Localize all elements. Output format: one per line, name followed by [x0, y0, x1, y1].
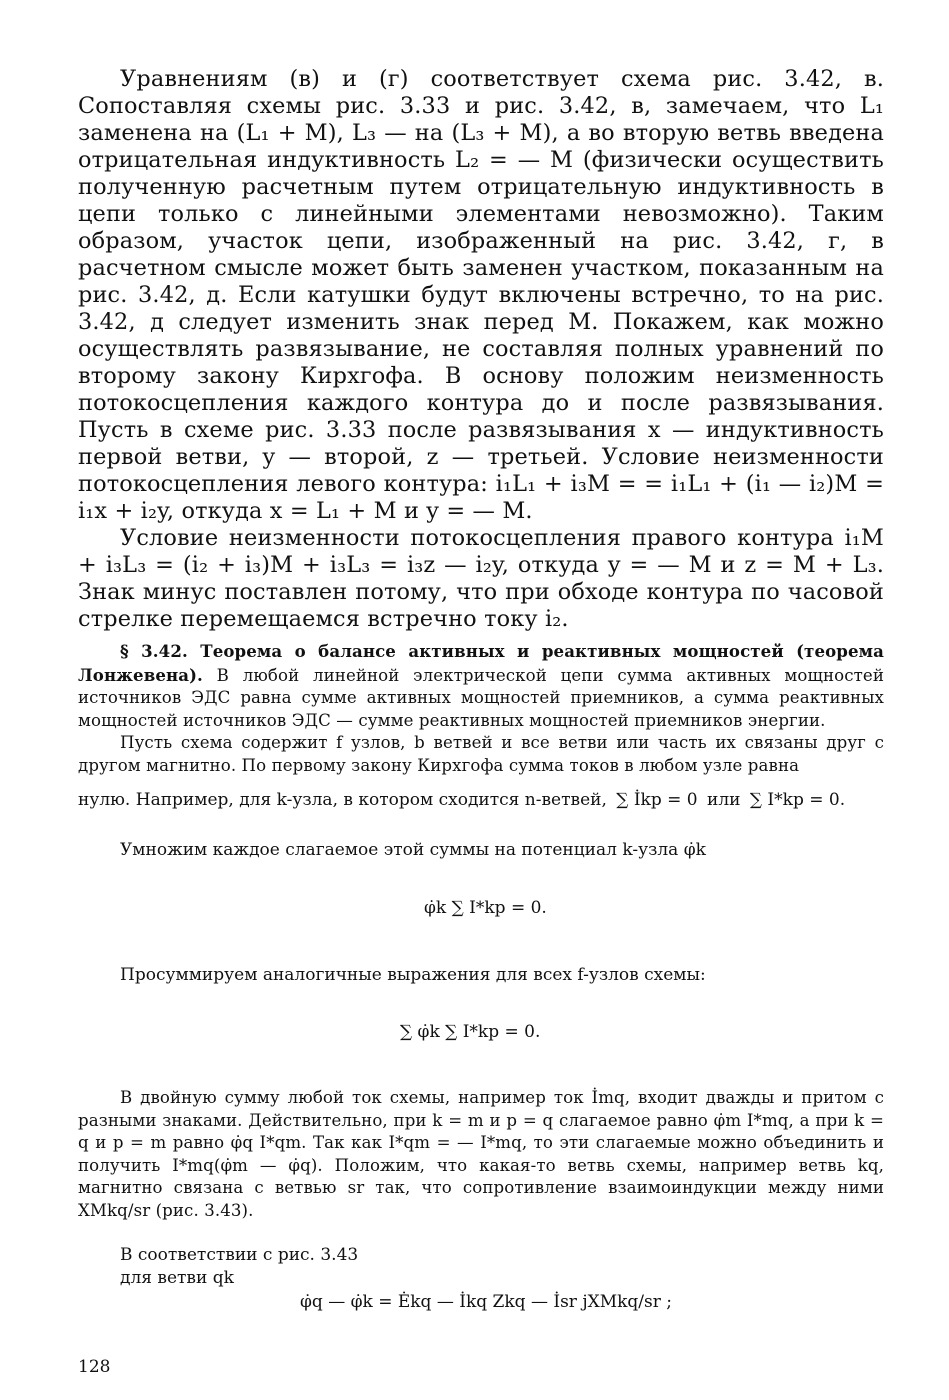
section-heading: § 3.42. Теорема о балансе активных и реактивных мощностей (теорема Лонжевена). — [78, 641, 884, 685]
paragraph-multiply: Умножим каждое слагаемое этой суммы на потенциал k-узла φ̇k — [120, 840, 706, 860]
accord-line — [120, 1245, 926, 1265]
section-intro-text: В любой линейной электрической цепи сумма активных мощностей источников ЭДС равна сумме активных мощностей приемников, а сумма реактивных мощностей источников ЭДС — сумме реактивных мощностей приемников энергии. — [78, 665, 885, 730]
paragraph-nodes-end: нулю. Например, для k-узла, в котором сходится n-ветвей, — [78, 790, 607, 810]
paragraph-sum-all: Просуммируем аналогичные выражения для всех f-узлов схемы: — [120, 965, 706, 985]
paragraph-double-sum: В двойную сумму любой ток схемы, например ток İmq, входит дважды и притом с разными знаками. Действительно, при k = m и p = q слагаемое равно φ̇m I*mq, а при k = q и p = m равно φ̇q I*qm. Так как I*qm = — I*mq, то эти слагаемые можно объединить и получить I*mq(φ̇m — φ̇q). Положим, что какая-то ветвь схемы, например ветвь kq, магнитно связана с ветвью sr так, что сопротивление взаимоиндукции между ними XMkq/sr (рис. 3.43). — [78, 1088, 884, 1220]
paragraph-branch: для ветви qk — [120, 1268, 234, 1288]
double-sum-paragraph-block — [78, 1087, 884, 1222]
equation-conj-sum: ∑ I*kp = 0. — [749, 790, 846, 810]
equation-branch: φ̇q — φ̇k = Ėkq — İkq Zkq — İsr jXMkq/sr ; — [300, 1292, 672, 1312]
main-text-large — [78, 66, 884, 633]
sum-all-line — [120, 965, 926, 985]
equation-phi-sum: φ̇k ∑ I*kp = 0. — [424, 898, 547, 918]
paragraph-nodes: Пусть схема содержит f узлов, b ветвей и все ветви или часть их связаны друг с другом магнитно. По первому закону Кирхгофа сумма токов в любом узле равна — [78, 733, 884, 775]
paragraph-right-contour: Условие неизменности потокосцепления правого контура i₁M + i₃L₃ = (i₂ + i₃)M + i₃L₃ = i₃z — i₂y, откуда y = — M и z = M + L₃. Знак минус поставлен потому, что при обходе контура по часовой стрелке перемещаемся встречно току i₂. — [78, 525, 884, 632]
section-3-42 — [78, 640, 884, 777]
branch-line — [120, 1268, 926, 1288]
multiply-line — [120, 840, 926, 860]
paragraph-accord: В соответствии с рис. 3.43 — [120, 1245, 359, 1265]
nodes-line — [78, 790, 884, 810]
paragraph-decoupling: Уравнениям (в) и (г) соответствует схема рис. 3.42, в. Сопоставляя схемы рис. 3.33 и рис. 3.42, в, замечаем, что L₁ заменена на (L₁ + M), L₃ — на (L₃ + M), а во вторую ветвь введена отрицательная индуктивность L₂ = — M (физически осуществить полученную расчетным путем отрицательную индуктивность в цепи только с линейными элементами невозможно). Таким образом, участок цепи, изображенный на рис. 3.42, г, в расчетном смысле может быть заменен участком, показанным на рис. 3.42, д. Если катушки будут включены встречно, то на рис. 3.42, д следует изменить знак перед M. Покажем, как можно осуществлять развязывание, не составляя полных уравнений по второму закону Кирхгофа. В основу положим неизменность потокосцепления каждого контура до и после развязывания. Пусть в схеме рис. 3.33 после развязывания x — индуктивность первой ветви, y — второй, z — третьей. Условие неизменности потокосцепления левого контура: i₁L₁ + i₃M = = i₁L₁ + (i₁ — i₂)M = i₁x + i₂y, откуда x = L₁ + M и y = — M. — [78, 66, 884, 524]
page-number: 128 — [78, 1357, 111, 1377]
equation-current-sum: ∑ İkp = 0 — [616, 790, 698, 810]
section-intro-paragraph — [78, 640, 884, 732]
equation-or: или — [707, 790, 741, 810]
equation-double-sum: ∑ φ̇k ∑ I*kp = 0. — [400, 1022, 541, 1042]
